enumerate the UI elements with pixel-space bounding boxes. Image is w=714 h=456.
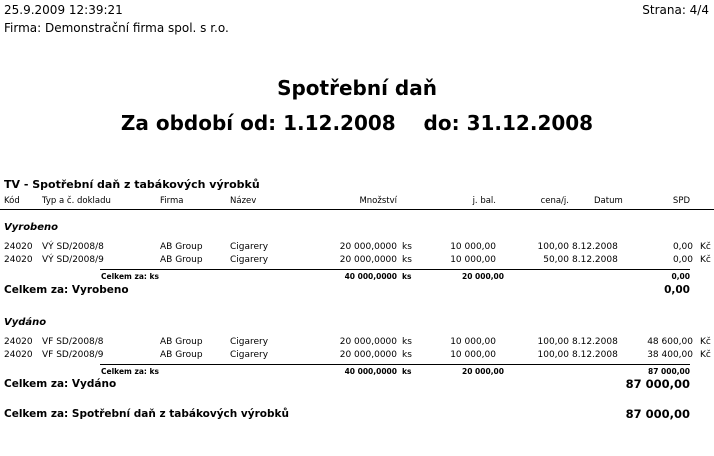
subtotal-jbal: 20 000,00 [462,272,504,281]
col-kod: Kód [4,196,20,206]
cell-mena: Kč [700,242,711,252]
cell-firma: AB Group [160,337,203,347]
cell-mena: Kč [700,255,711,265]
cell-nazev: Cigarery [230,255,269,265]
cell-jbal: 10 000,00 [450,350,496,360]
cell-mena: Kč [700,350,711,360]
cell-mnozstvi: 20 000,0000 [339,337,397,347]
cell-typ: VF SD/2008/8 [42,337,104,347]
cell-spd: 48 600,00 [647,337,693,347]
subtotal-spd: 0,00 [671,272,690,281]
group-title-vydano: Vydáno [4,317,47,328]
cell-nazev: Cigarery [230,242,269,252]
subtotal-jbal: 20 000,00 [462,367,504,376]
cell-kod: 24020 [4,350,33,360]
cell-jbal: 10 000,00 [450,242,496,252]
group-total-value: 0,00 [664,284,690,296]
col-spd: SPD [672,196,690,206]
cell-firma: AB Group [160,242,203,252]
cell-kod: 24020 [4,337,33,347]
cell-typ: VÝ SD/2008/9 [42,255,104,265]
group-total-label: Celkem za: Vyrobeno [4,284,129,296]
cell-cena: 100,00 [537,337,569,347]
cell-jbal: 10 000,00 [450,337,496,347]
subtotal-label: Celkem za: ks [101,272,159,281]
cell-datum: 8.12.2008 [572,350,618,360]
section-title: TV - Spotřební daň z tabákových výrobků [4,178,260,191]
subtotal-spd: 87 000,00 [648,367,690,376]
cell-nazev: Cigarery [230,337,269,347]
cell-firma: AB Group [160,255,203,265]
subtotal-mnozstvi: 40 000,0000 [344,367,397,376]
cell-mj: ks [402,242,412,252]
cell-spd: 0,00 [672,255,693,265]
group-total-label: Celkem za: Vydáno [4,378,117,390]
grand-total-value: 87 000,00 [625,407,690,421]
cell-jbal: 10 000,00 [450,255,496,265]
cell-mena: Kč [700,337,711,347]
cell-typ: VÝ SD/2008/8 [42,242,104,252]
subtotal-rule [100,269,690,270]
subtotal-mnozstvi: 40 000,0000 [344,272,397,281]
cell-datum: 8.12.2008 [572,242,618,252]
grand-total-label: Celkem za: Spotřební daň z tabákových výrobků [4,408,289,420]
col-datum: Datum [594,196,623,206]
cell-firma: AB Group [160,350,203,360]
cell-cena: 50,00 [543,255,569,265]
col-mnozstvi: Množství [359,196,397,206]
cell-kod: 24020 [4,255,33,265]
header-rule [0,209,714,210]
subtotal-mj: ks [402,367,412,376]
report-title: Spotřební daň [277,76,437,100]
cell-nazev: Cigarery [230,350,269,360]
print-datetime: 25.9.2009 12:39:21 [4,3,123,17]
cell-cena: 100,00 [537,242,569,252]
cell-mj: ks [402,350,412,360]
cell-mj: ks [402,337,412,347]
cell-datum: 8.12.2008 [572,255,618,265]
cell-spd: 0,00 [672,242,693,252]
col-firma: Firma [160,196,184,206]
report-period: Za období od: 1.12.2008 do: 31.12.2008 [120,111,594,135]
group-title-vyrobeno: Vyrobeno [4,222,58,233]
cell-cena: 100,00 [537,350,569,360]
page-number: Strana: 4/4 [642,3,709,17]
col-jbal: j. bal. [472,196,496,206]
cell-mnozstvi: 20 000,0000 [339,255,397,265]
cell-mnozstvi: 20 000,0000 [339,242,397,252]
col-typ: Typ a č. dokladu [42,196,111,206]
cell-kod: 24020 [4,242,33,252]
cell-mj: ks [402,255,412,265]
col-nazev: Název [230,196,257,206]
cell-spd: 38 400,00 [647,350,693,360]
subtotal-rule [100,364,690,365]
group-total-value: 87 000,00 [625,377,690,391]
cell-mnozstvi: 20 000,0000 [339,350,397,360]
company-name: Firma: Demonstrační firma spol. s r.o. [4,21,229,35]
cell-datum: 8.12.2008 [572,337,618,347]
cell-typ: VF SD/2008/9 [42,350,104,360]
col-cena: cena/j. [540,196,569,206]
subtotal-label: Celkem za: ks [101,367,159,376]
subtotal-mj: ks [402,272,412,281]
